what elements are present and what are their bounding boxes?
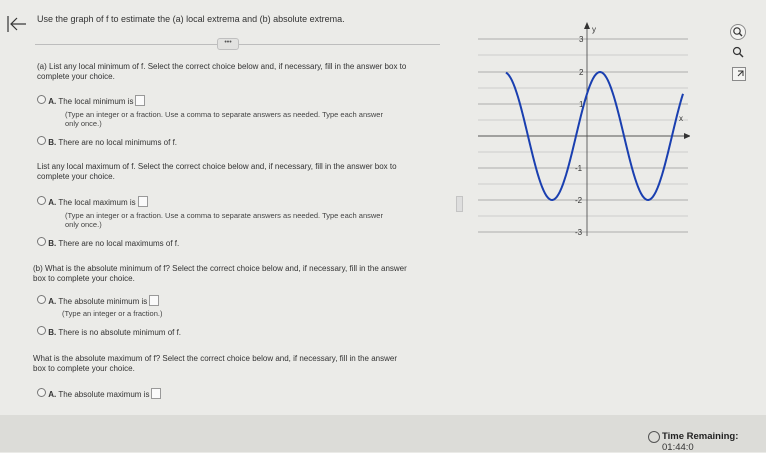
radio-button[interactable] (37, 326, 46, 335)
answer-box[interactable] (149, 295, 159, 306)
answer-box[interactable] (135, 95, 145, 106)
y-tick-label: 2 (579, 68, 584, 77)
y-tick-label: -2 (575, 196, 583, 205)
absolute-min-option-a[interactable]: A. The absolute minimum is (37, 295, 159, 306)
hint: (Type an integer or a fraction. Use a comma to separate answers as needed. Type each answer only once.) (65, 110, 383, 128)
hint: (Type an integer or a fraction.) (62, 309, 163, 318)
y-tick-label: 1 (579, 100, 584, 109)
time-remaining: Time Remaining: 01:44:0 (662, 431, 739, 453)
y-axis-arrow-icon (584, 22, 590, 29)
y-tick-label: 3 (579, 35, 584, 44)
question-local-min: (a) List any local minimum of f. Select the correct choice below and, if necessary, fill in the answer box to complete your choice. (37, 62, 407, 81)
question-absolute-max: What is the absolute maximum of f? Select the correct choice below and, if necessary, fill in the answer box to complete your choice. (33, 354, 398, 373)
panel-resize-handle[interactable] (456, 196, 463, 212)
y-tick-label: -3 (575, 228, 583, 237)
answer-box[interactable] (138, 196, 148, 207)
instructions: Use the graph of f to estimate the (a) local extrema and (b) absolute extrema. (37, 14, 345, 24)
local-min-option-b[interactable]: B. There are no local minimums of f. (37, 136, 177, 147)
question-local-max: List any local maximum of f. Select the correct choice below and, if necessary, fill in the answer box to complete your choice. (37, 162, 397, 181)
function-graph (478, 18, 690, 245)
local-max-option-a[interactable]: A. The local maximum is (37, 196, 148, 207)
radio-button[interactable] (37, 388, 46, 397)
zoom-in-icon[interactable] (730, 24, 746, 40)
zoom-out-icon[interactable] (732, 45, 744, 57)
radio-button[interactable] (37, 136, 46, 145)
answer-box[interactable] (151, 388, 161, 399)
radio-button[interactable] (37, 295, 46, 304)
absolute-max-option-a[interactable]: A. The absolute maximum is (37, 388, 161, 399)
x-axis-label: x (679, 114, 683, 123)
y-axis-label: y (592, 25, 596, 34)
x-axis-arrow-icon (684, 133, 690, 139)
more-button[interactable]: ••• (217, 38, 239, 50)
local-min-option-a[interactable]: A. The local minimum is (37, 95, 145, 106)
radio-button[interactable] (37, 95, 46, 104)
radio-button[interactable] (37, 196, 46, 205)
hint: (Type an integer or a fraction. Use a comma to separate answers as needed. Type each answer only once.) (65, 211, 383, 229)
absolute-min-option-b[interactable]: B. There is no absolute minimum of f. (37, 326, 181, 337)
question-absolute-min: (b) What is the absolute minimum of f? Select the correct choice below and, if necessary, fill in the answer box to complete your choice. (33, 264, 407, 283)
back-arrow-icon[interactable] (6, 14, 28, 34)
radio-button[interactable] (37, 237, 46, 246)
y-tick-label: -1 (575, 164, 583, 173)
clock-icon (648, 431, 660, 443)
popout-icon[interactable] (732, 67, 746, 81)
local-max-option-b[interactable]: B. There are no local maximums of f. (37, 237, 179, 248)
